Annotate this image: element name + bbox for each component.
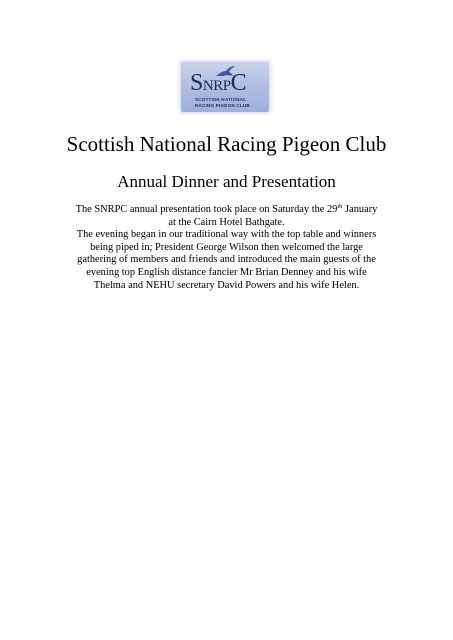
- event-paragraph: [60, 204, 393, 292]
- logo-letter-s: S: [190, 70, 203, 96]
- paragraph-line: The evening began in our traditional way with the top table and winners: [76, 229, 377, 241]
- paragraph-line: Thelma and NEHU secretary David Powers and his wife Helen.: [93, 279, 360, 291]
- paragraph-line: at the Cairn Hotel Bathgate.: [168, 216, 285, 228]
- paragraph-line: gathering of members and friends and introduced the main guests of the: [77, 254, 376, 266]
- paragraph-line: being piped in; President George Wilson then welcomed the large: [90, 241, 363, 253]
- document-subtitle: Annual Dinner and Presentation: [117, 172, 336, 191]
- logo-letter-n: N: [202, 78, 214, 94]
- paragraph-line: [60, 204, 393, 217]
- logo-letter-c: C: [230, 70, 247, 96]
- logo-text-line1: SCOTTISH NATIONAL: [195, 97, 247, 102]
- date-ordinal-suffix: th: [337, 203, 343, 210]
- paragraph-text: January: [342, 204, 378, 215]
- logo-letter-r: R: [213, 78, 223, 94]
- snrpc-logo: [181, 62, 269, 112]
- document-title: Scottish National Racing Pigeon Club: [66, 132, 387, 156]
- logo-text-line2: RACING PIGEON CLUB: [195, 103, 250, 108]
- paragraph-line: evening top English distance fancier Mr Brian Denney and his wife: [86, 266, 367, 278]
- paragraph-text: The SNRPC annual presentation took place on Saturday the 29: [75, 204, 338, 215]
- logo-lettermark: [190, 72, 246, 97]
- logo-letter-p: P: [222, 78, 231, 94]
